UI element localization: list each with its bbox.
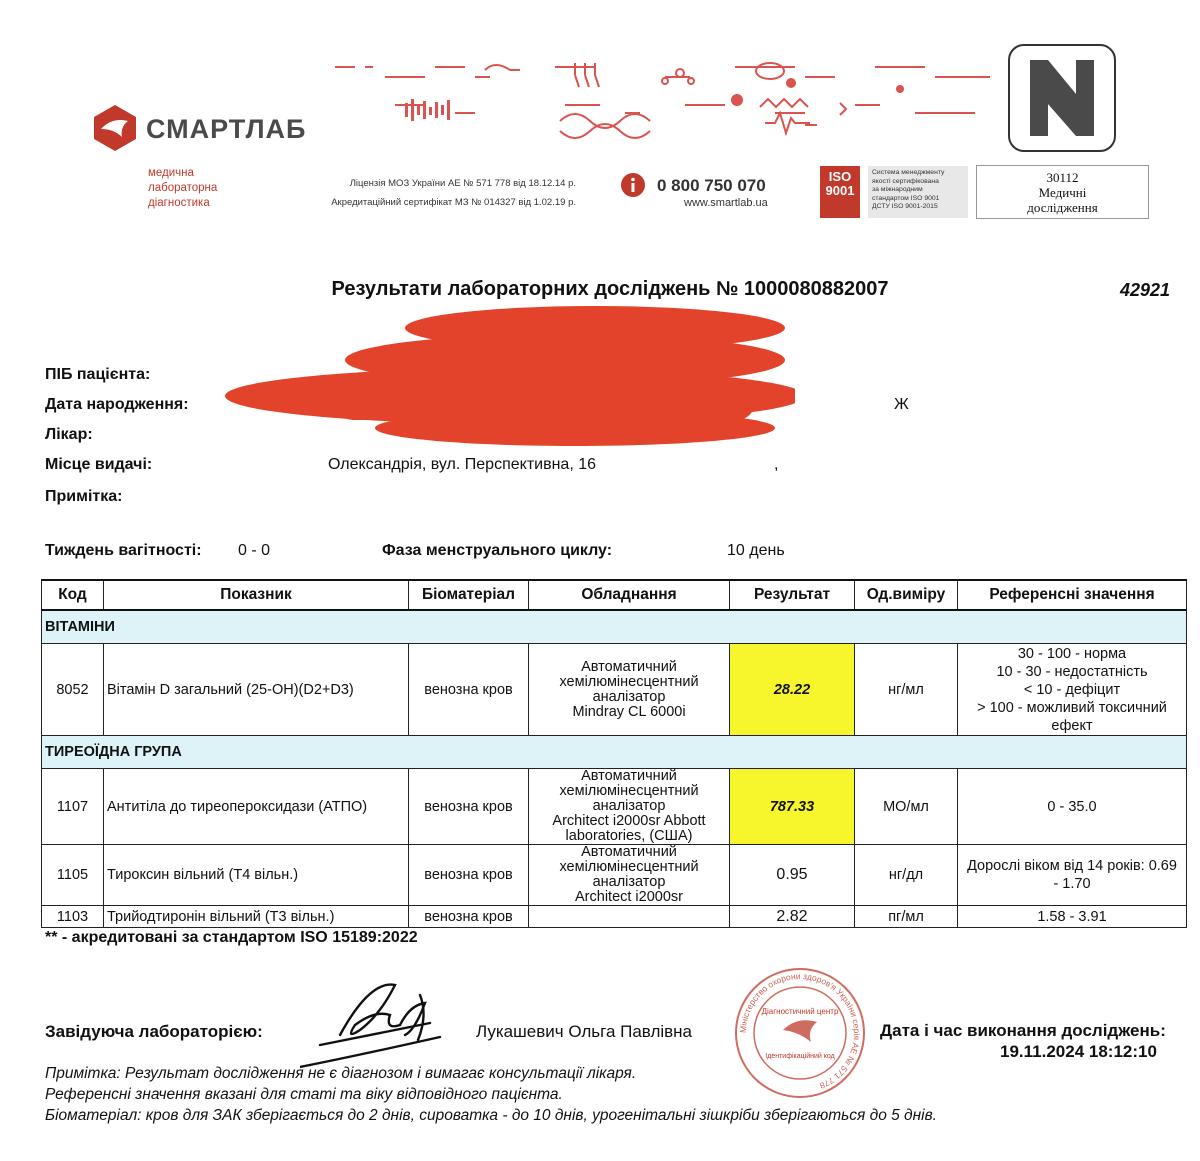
row-equipment: Автоматичний хемілюмінесцентний аналізатор Mindray CL 6000i <box>529 644 730 736</box>
pregnancy-week-label: Тиждень вагітності: <box>45 542 202 559</box>
cycle-phase-value: 10 день <box>727 542 785 559</box>
col-result: Результат <box>730 580 855 610</box>
accreditation-text: Акредитаційний сертифікат МЗ № 014327 від 1.02.19 р. <box>331 197 576 208</box>
row-unit: нг/мл <box>855 644 958 736</box>
row-equipment <box>529 906 730 928</box>
completion-datetime: 19.11.2024 18:12:10 <box>1000 1042 1157 1061</box>
row-result: 0.95 <box>730 845 855 906</box>
row-reference: 0 - 35.0 <box>958 769 1187 845</box>
col-biomaterial: Біоматеріал <box>409 580 529 610</box>
row-result: 787.33 <box>730 769 855 845</box>
cycle-phase-label: Фаза менструального циклу: <box>382 542 613 559</box>
lab-head-label: Завідуюча лабораторією: <box>45 1022 263 1041</box>
note-line: Референсні значення вказані для статі та віку відповідного пацієнта. <box>45 1086 563 1103</box>
accreditation-note: ** - акредитовані за стандартом ISO 15189:2022 <box>45 929 418 946</box>
redaction-scribble <box>215 300 795 460</box>
note-label: Примітка: <box>45 488 123 505</box>
corner-code: 42921 <box>1120 280 1171 300</box>
place-label: Місце видачі: <box>45 456 153 473</box>
logo-subtitle: медична лабораторна діагностика <box>148 167 218 209</box>
results-table <box>41 579 1187 928</box>
group-row-vitamins <box>42 610 1187 644</box>
row-reference: Дорослі віком від 14 років: 0.69 - 1.70 <box>958 845 1187 906</box>
logo-name: СМАРТЛАБ <box>146 114 307 144</box>
certificate-box: 30112 Медичні дослідження <box>976 165 1149 219</box>
svg-text:Міністерство охорони здоров'я: Міністерство охорони здоров'я України серія АЕ № 571 778 <box>737 970 863 1091</box>
svg-text:Ідентифікаційний код: Ідентифікаційний код <box>765 1053 835 1060</box>
row-result: 2.82 <box>730 906 855 928</box>
col-indicator: Показник <box>104 580 409 610</box>
row-equipment: Автоматичний хемілюмінесцентний аналізатор Architect i2000sr <box>529 845 730 906</box>
note-line: Біоматеріал: кров для ЗАК зберігається до 2 днів, сироватка - до 10 днів, урогенітальні зішкріби зберігаються до 5 днів. <box>45 1107 937 1124</box>
row-code: 8052 <box>42 644 104 736</box>
iso-description: Система менеджменту якості сертифікована за міжнародним стандартом ISO 9001 ДСТУ ISO 9001-2015 <box>868 166 968 218</box>
row-result: 28.22 <box>730 644 855 736</box>
lab-head-name: Лукашевич Ольга Павлівна <box>476 1022 693 1041</box>
row-equipment: Автоматичний хемілюмінесцентний аналізатор Architect i2000sr Abbott laboratories, (США) <box>529 769 730 845</box>
row-code: 1105 <box>42 845 104 906</box>
row-biomaterial: венозна кров <box>409 769 529 845</box>
table-header-row <box>42 580 1187 610</box>
lab-banner-decoration <box>335 55 1000 140</box>
signature-drawing <box>300 975 480 1070</box>
page-title: Результати лабораторних досліджень № 1000080882007 <box>331 278 889 300</box>
row-indicator: Вітамін D загальний (25-OH)(D2+D3) <box>104 644 409 736</box>
col-code: Код <box>42 580 104 610</box>
group-title: ТИРЕОЇДНА ГРУПА <box>42 736 1187 769</box>
row-reference: 30 - 100 - норма 10 - 30 - недостатність < 10 - дефіцит > 100 - можливий токсичний ефект <box>958 644 1187 736</box>
footer-notes <box>45 1063 937 1126</box>
group-row-thyroid <box>42 736 1187 769</box>
website: www.smartlab.ua <box>684 197 768 209</box>
row-reference: 1.58 - 3.91 <box>958 906 1187 928</box>
table-row <box>42 845 1187 906</box>
row-biomaterial: венозна кров <box>409 845 529 906</box>
row-biomaterial: венозна кров <box>409 644 529 736</box>
col-unit: Од.виміру <box>855 580 958 610</box>
table-row <box>42 906 1187 928</box>
hotline-phone: 0 800 750 070 <box>657 176 766 195</box>
row-unit: пг/мл <box>855 906 958 928</box>
dob-label: Дата народження: <box>45 396 189 413</box>
sex-value: Ж <box>894 396 909 413</box>
row-indicator: Трийодтиронін вільний (Т3 вільн.) <box>104 906 409 928</box>
place-value: Олександрія, вул. Перспективна, 16 <box>328 456 597 473</box>
group-title: ВІТАМІНИ <box>42 610 1187 644</box>
ih-logo-icon <box>1008 44 1116 152</box>
row-unit: нг/дл <box>855 845 958 906</box>
table-row <box>42 644 1187 736</box>
info-icon <box>621 173 645 197</box>
row-biomaterial: венозна кров <box>409 906 529 928</box>
patient-name-label: ПІБ пацієнта: <box>45 366 151 383</box>
table-row <box>42 769 1187 845</box>
svg-text:Діагностичний центр: Діагностичний центр <box>761 1007 839 1016</box>
note-line: Примітка: Результат дослідження не є діагнозом і вимагає консультації лікаря. <box>45 1065 637 1082</box>
pregnancy-week-value: 0 - 0 <box>238 542 271 559</box>
smartlab-logo-icon <box>92 103 138 153</box>
row-unit: МО/мл <box>855 769 958 845</box>
row-indicator: Тироксин вільний (Т4 вільн.) <box>104 845 409 906</box>
row-indicator: Антитіла до тиреопероксидази (АТПО) <box>104 769 409 845</box>
col-equipment: Обладнання <box>529 580 730 610</box>
iso-badge: ISO 9001 <box>820 166 860 218</box>
row-code: 1103 <box>42 906 104 928</box>
completion-label: Дата і час виконання досліджень: <box>880 1021 1166 1040</box>
row-code: 1107 <box>42 769 104 845</box>
license-text: Ліцензія МОЗ України АЕ № 571 778 від 18.12.14 р. <box>349 178 576 189</box>
col-reference: Референсні значення <box>958 580 1187 610</box>
place-suffix: , <box>774 456 779 473</box>
doctor-label: Лікар: <box>45 426 93 443</box>
